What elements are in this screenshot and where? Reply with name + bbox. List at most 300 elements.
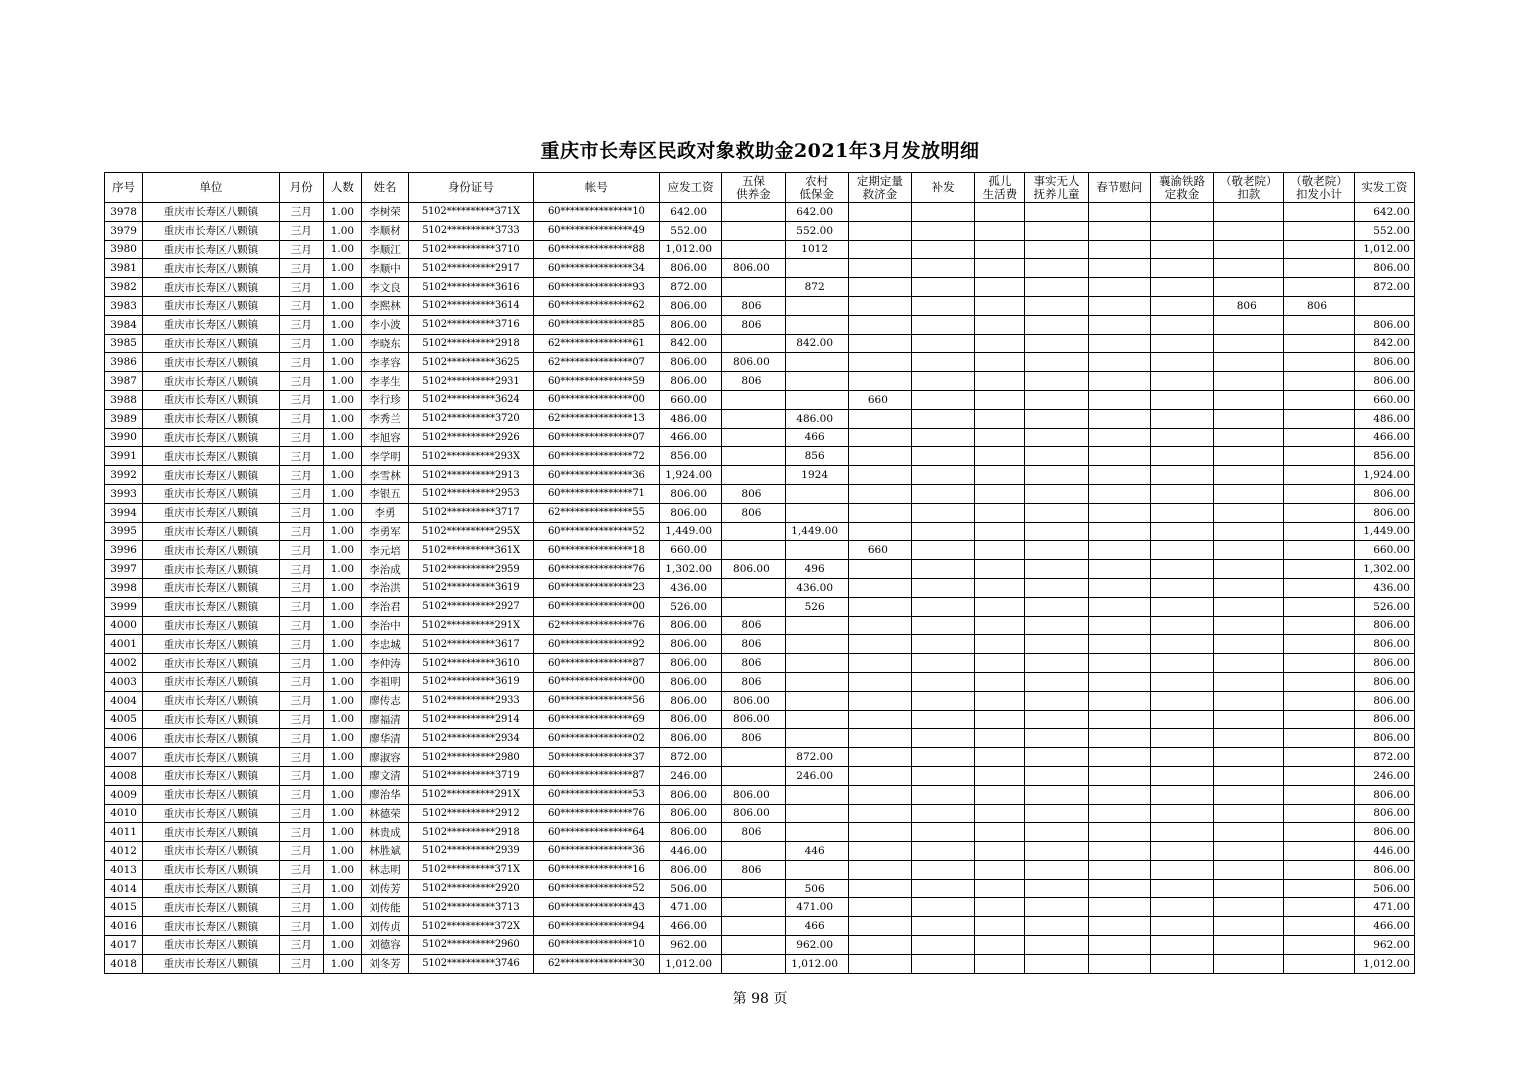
table-cell: 872.00 (785, 748, 848, 767)
table-cell: 5102**********2913 (409, 466, 533, 485)
table-cell: 806.00 (1354, 372, 1414, 391)
table-cell (1214, 917, 1284, 936)
table-cell (1025, 259, 1088, 278)
table-cell (1025, 729, 1088, 748)
table-cell: 660 (848, 541, 911, 560)
table-cell: 60***************10 (533, 203, 659, 222)
table-cell: 246.00 (1354, 766, 1414, 785)
table-cell: 471.00 (1354, 898, 1414, 917)
table-cell: 1.00 (323, 766, 361, 785)
table-cell (1088, 616, 1150, 635)
table-cell (722, 597, 785, 616)
table-cell (1025, 503, 1088, 522)
table-cell: 1.00 (323, 541, 361, 560)
table-cell: 806 (1284, 296, 1354, 315)
table-cell: 廖淑容 (361, 748, 408, 767)
table-cell (975, 616, 1025, 635)
table-cell: 1.00 (323, 522, 361, 541)
table-cell: 552.00 (660, 221, 722, 240)
table-cell (1214, 672, 1284, 691)
table-cell: 60***************52 (533, 879, 659, 898)
table-cell: 廖传志 (361, 691, 408, 710)
table-cell: 1.00 (323, 409, 361, 428)
table-cell (1284, 710, 1354, 729)
table-row (105, 597, 1415, 616)
table-cell (975, 315, 1025, 334)
table-cell (1284, 315, 1354, 334)
table-cell (1214, 936, 1284, 955)
table-cell: 1.00 (323, 917, 361, 936)
table-cell (722, 278, 785, 297)
table-cell: 60***************88 (533, 240, 659, 259)
table-cell: 重庆市长寿区八颗镇 (143, 691, 280, 710)
table-cell (1150, 917, 1213, 936)
table-cell (848, 203, 911, 222)
table-cell (975, 484, 1025, 503)
table-cell (1150, 954, 1213, 973)
table-cell: 806 (722, 484, 785, 503)
table-cell (1284, 785, 1354, 804)
table-cell: 4009 (105, 785, 143, 804)
table-cell: 806.00 (660, 616, 722, 635)
table-cell (1088, 917, 1150, 936)
table-cell: 1,012.00 (785, 954, 848, 973)
table-cell: 4017 (105, 936, 143, 955)
table-cell: 1,924.00 (660, 466, 722, 485)
table-cell (1150, 221, 1213, 240)
table-cell (1150, 409, 1213, 428)
table-cell (848, 522, 911, 541)
table-cell (1284, 372, 1354, 391)
table-cell: 806.00 (660, 353, 722, 372)
table-cell (1088, 221, 1150, 240)
table-cell: 1.00 (323, 842, 361, 861)
table-cell: 60***************94 (533, 917, 659, 936)
table-cell (1150, 691, 1213, 710)
table-cell (1284, 221, 1354, 240)
table-cell (975, 672, 1025, 691)
table-cell (912, 315, 975, 334)
table-cell: 660.00 (1354, 390, 1414, 409)
table-cell (975, 748, 1025, 767)
table-cell (722, 409, 785, 428)
table-cell (1150, 635, 1213, 654)
table-cell: 4006 (105, 729, 143, 748)
table-row (105, 672, 1415, 691)
table-cell (975, 917, 1025, 936)
table-cell: 5102**********3610 (409, 654, 533, 673)
table-cell (912, 879, 975, 898)
table-cell (1088, 879, 1150, 898)
table-cell (1088, 541, 1150, 560)
table-cell: 1.00 (323, 785, 361, 804)
table-cell (848, 898, 911, 917)
table-cell (1150, 240, 1213, 259)
table-cell (1284, 353, 1354, 372)
table-row (105, 315, 1415, 334)
table-cell: 806.00 (722, 560, 785, 579)
table-cell: 1.00 (323, 353, 361, 372)
table-cell (912, 240, 975, 259)
table-cell: 1.00 (323, 560, 361, 579)
table-row (105, 578, 1415, 597)
table-cell (1025, 315, 1088, 334)
table-cell: 李秀兰 (361, 409, 408, 428)
table-cell: 李勇 (361, 503, 408, 522)
table-cell (1214, 860, 1284, 879)
table-row (105, 353, 1415, 372)
table-cell: 三月 (279, 522, 323, 541)
table-cell: 1,012.00 (660, 954, 722, 973)
table-cell (1214, 560, 1284, 579)
table-cell: 806.00 (1354, 616, 1414, 635)
table-cell (1284, 522, 1354, 541)
table-cell (1214, 748, 1284, 767)
table-cell: 刘传贞 (361, 917, 408, 936)
table-cell (785, 315, 848, 334)
table-row (105, 334, 1415, 353)
column-header: 五保 供养金 (722, 173, 785, 203)
table-cell: 5102**********3619 (409, 578, 533, 597)
table-cell: 三月 (279, 390, 323, 409)
table-cell (848, 804, 911, 823)
table-cell: 60***************34 (533, 259, 659, 278)
table-cell: 806.00 (1354, 315, 1414, 334)
table-cell: 856.00 (660, 447, 722, 466)
table-cell: 526 (785, 597, 848, 616)
table-cell: 60***************62 (533, 296, 659, 315)
table-cell: 506 (785, 879, 848, 898)
table-cell (1025, 654, 1088, 673)
table-cell: 三月 (279, 221, 323, 240)
table-cell (1214, 315, 1284, 334)
table-cell: 1.00 (323, 898, 361, 917)
table-cell: 5102**********2953 (409, 484, 533, 503)
table-cell (1088, 936, 1150, 955)
table-cell: 5102**********3716 (409, 315, 533, 334)
table-cell: 1.00 (323, 804, 361, 823)
table-cell: 246.00 (785, 766, 848, 785)
table-cell (975, 203, 1025, 222)
table-cell: 806.00 (660, 860, 722, 879)
table-cell (1088, 484, 1150, 503)
table-cell: 重庆市长寿区八颗镇 (143, 823, 280, 842)
table-cell: 60***************02 (533, 729, 659, 748)
table-cell: 5102**********2912 (409, 804, 533, 823)
table-cell: 李雪林 (361, 466, 408, 485)
table-row (105, 748, 1415, 767)
table-cell: 806.00 (660, 654, 722, 673)
column-header: 单位 (143, 173, 280, 203)
table-cell: 李旭容 (361, 428, 408, 447)
table-cell (1284, 597, 1354, 616)
table-cell (1150, 296, 1213, 315)
table-cell (1025, 898, 1088, 917)
table-cell: 5102**********295X (409, 522, 533, 541)
table-cell: 60***************23 (533, 578, 659, 597)
table-cell: 重庆市长寿区八颗镇 (143, 578, 280, 597)
table-cell (1025, 917, 1088, 936)
table-cell (785, 710, 848, 729)
table-cell: 3995 (105, 522, 143, 541)
table-cell (848, 334, 911, 353)
table-cell (1150, 315, 1213, 334)
table-cell: 重庆市长寿区八颗镇 (143, 917, 280, 936)
table-cell (1088, 353, 1150, 372)
table-cell: 李晓东 (361, 334, 408, 353)
table-cell (1025, 221, 1088, 240)
table-cell: 1.00 (323, 860, 361, 879)
table-cell (1088, 785, 1150, 804)
table-cell (1284, 729, 1354, 748)
table-cell (1284, 447, 1354, 466)
table-cell: 3994 (105, 503, 143, 522)
table-cell: 3993 (105, 484, 143, 503)
table-cell: 1.00 (323, 654, 361, 673)
table-cell (1025, 748, 1088, 767)
table-cell: 872.00 (1354, 278, 1414, 297)
table-cell (975, 522, 1025, 541)
table-cell: 806 (722, 635, 785, 654)
table-cell (1214, 221, 1284, 240)
table-cell: 806.00 (1354, 860, 1414, 879)
table-cell (848, 842, 911, 861)
table-cell: 李小波 (361, 315, 408, 334)
table-cell (848, 409, 911, 428)
table-cell (1284, 278, 1354, 297)
table-cell (1150, 503, 1213, 522)
table-cell (1150, 372, 1213, 391)
table-cell: 446.00 (1354, 842, 1414, 861)
table-cell: 60***************00 (533, 672, 659, 691)
table-cell (1025, 372, 1088, 391)
table-cell: 三月 (279, 259, 323, 278)
table-cell: 1,449.00 (660, 522, 722, 541)
table-cell (912, 936, 975, 955)
table-cell (848, 578, 911, 597)
table-cell (1025, 578, 1088, 597)
column-header: 农村 低保金 (785, 173, 848, 203)
table-cell (912, 484, 975, 503)
table-cell: 962.00 (1354, 936, 1414, 955)
table-cell: 806.00 (1354, 672, 1414, 691)
table-cell: 4003 (105, 672, 143, 691)
table-cell (1284, 390, 1354, 409)
table-cell (1088, 597, 1150, 616)
table-cell: 806.00 (660, 259, 722, 278)
table-cell (912, 522, 975, 541)
table-cell (785, 672, 848, 691)
table-cell (912, 785, 975, 804)
table-cell: 三月 (279, 729, 323, 748)
column-header: 应发工资 (660, 173, 722, 203)
table-cell: 1,012.00 (660, 240, 722, 259)
table-cell: 1.00 (323, 635, 361, 654)
table-cell: 1.00 (323, 748, 361, 767)
table-cell (848, 503, 911, 522)
table-cell: 60***************52 (533, 522, 659, 541)
table-cell (1214, 729, 1284, 748)
table-cell (1150, 785, 1213, 804)
table-cell: 三月 (279, 954, 323, 973)
table-cell: 642.00 (660, 203, 722, 222)
table-cell (1214, 522, 1284, 541)
column-header: 身份证号 (409, 173, 533, 203)
table-cell (1025, 597, 1088, 616)
table-cell (975, 766, 1025, 785)
table-cell (1025, 635, 1088, 654)
table-cell (722, 842, 785, 861)
table-cell (1088, 372, 1150, 391)
table-cell: 3996 (105, 541, 143, 560)
table-cell (975, 954, 1025, 973)
table-cell: 三月 (279, 278, 323, 297)
table-cell (785, 353, 848, 372)
table-cell (1088, 691, 1150, 710)
table-cell (1088, 278, 1150, 297)
table-row (105, 296, 1415, 315)
table-row (105, 203, 1415, 222)
table-cell (975, 428, 1025, 447)
table-cell: 60***************18 (533, 541, 659, 560)
table-cell (912, 672, 975, 691)
table-cell (912, 691, 975, 710)
table-cell (1025, 466, 1088, 485)
table-cell (1150, 428, 1213, 447)
table-cell (975, 221, 1025, 240)
table-cell (912, 372, 975, 391)
table-cell (1214, 484, 1284, 503)
table-cell (912, 466, 975, 485)
table-cell: 526.00 (1354, 597, 1414, 616)
table-cell: 1,449.00 (785, 522, 848, 541)
table-cell: 林胜斌 (361, 842, 408, 861)
table-cell (1214, 804, 1284, 823)
table-cell (912, 729, 975, 748)
table-row (105, 691, 1415, 710)
table-cell: 林志明 (361, 860, 408, 879)
table-cell (1284, 672, 1354, 691)
table-cell (1025, 278, 1088, 297)
table-cell (975, 936, 1025, 955)
table-cell: 重庆市长寿区八颗镇 (143, 259, 280, 278)
table-cell: 重庆市长寿区八颗镇 (143, 710, 280, 729)
table-cell (848, 560, 911, 579)
table-cell: 486.00 (785, 409, 848, 428)
table-cell: 3983 (105, 296, 143, 315)
table-cell: 806 (722, 823, 785, 842)
table-cell (975, 560, 1025, 579)
table-cell: 5102**********3619 (409, 672, 533, 691)
table-cell (975, 729, 1025, 748)
table-row (105, 541, 1415, 560)
table-cell (975, 296, 1025, 315)
table-cell (1025, 672, 1088, 691)
table-cell: 李勇军 (361, 522, 408, 541)
table-cell (1284, 842, 1354, 861)
table-cell: 806.00 (660, 785, 722, 804)
table-cell: 60***************36 (533, 466, 659, 485)
table-cell: 806 (722, 315, 785, 334)
table-cell: 三月 (279, 766, 323, 785)
table-cell (1025, 860, 1088, 879)
table-cell (785, 296, 848, 315)
table-cell: 李行珍 (361, 390, 408, 409)
table-cell (912, 635, 975, 654)
table-cell: 1012 (785, 240, 848, 259)
table-cell: 重庆市长寿区八颗镇 (143, 447, 280, 466)
table-cell (1150, 390, 1213, 409)
table-cell: 5102**********2960 (409, 936, 533, 955)
table-cell: 806.00 (1354, 804, 1414, 823)
table-cell (1088, 748, 1150, 767)
table-cell (785, 654, 848, 673)
table-cell: 471.00 (660, 898, 722, 917)
table-cell (1150, 447, 1213, 466)
table-cell: 1.00 (323, 390, 361, 409)
table-cell (1088, 203, 1150, 222)
table-cell (785, 691, 848, 710)
table-row (105, 409, 1415, 428)
table-cell (912, 541, 975, 560)
table-cell (1284, 466, 1354, 485)
table-cell (1214, 635, 1284, 654)
table-cell (1284, 428, 1354, 447)
table-cell: 60***************10 (533, 936, 659, 955)
table-cell (975, 278, 1025, 297)
column-header: （敬老院） 扣款 (1214, 173, 1284, 203)
table-cell: 5102**********2931 (409, 372, 533, 391)
table-cell: 3981 (105, 259, 143, 278)
table-cell (1284, 860, 1354, 879)
table-cell (1150, 484, 1213, 503)
table-cell (848, 748, 911, 767)
table-cell: 李治成 (361, 560, 408, 579)
table-cell (1088, 804, 1150, 823)
table-cell: 三月 (279, 879, 323, 898)
table-cell (1088, 503, 1150, 522)
table-cell: 重庆市长寿区八颗镇 (143, 879, 280, 898)
table-cell: 1.00 (323, 466, 361, 485)
table-cell: 60***************64 (533, 823, 659, 842)
table-row (105, 766, 1415, 785)
table-cell (1088, 954, 1150, 973)
table-body (105, 203, 1415, 974)
table-cell (722, 917, 785, 936)
table-cell (1214, 240, 1284, 259)
table-cell: 1.00 (323, 597, 361, 616)
table-cell (912, 766, 975, 785)
column-header: 襄渝铁路 定救金 (1150, 173, 1213, 203)
table-cell (1284, 936, 1354, 955)
table-cell: 642.00 (785, 203, 848, 222)
table-cell: 三月 (279, 428, 323, 447)
table-cell: 3999 (105, 597, 143, 616)
table-cell (1214, 259, 1284, 278)
table-cell (722, 447, 785, 466)
table-row (105, 447, 1415, 466)
table-cell: 806.00 (722, 785, 785, 804)
table-cell: 重庆市长寿区八颗镇 (143, 278, 280, 297)
table-cell: 3988 (105, 390, 143, 409)
table-cell: 962.00 (785, 936, 848, 955)
table-cell (722, 541, 785, 560)
table-cell: 60***************00 (533, 390, 659, 409)
table-cell: 1.00 (323, 672, 361, 691)
table-cell (848, 691, 911, 710)
table-cell (975, 898, 1025, 917)
table-cell: 660.00 (660, 390, 722, 409)
